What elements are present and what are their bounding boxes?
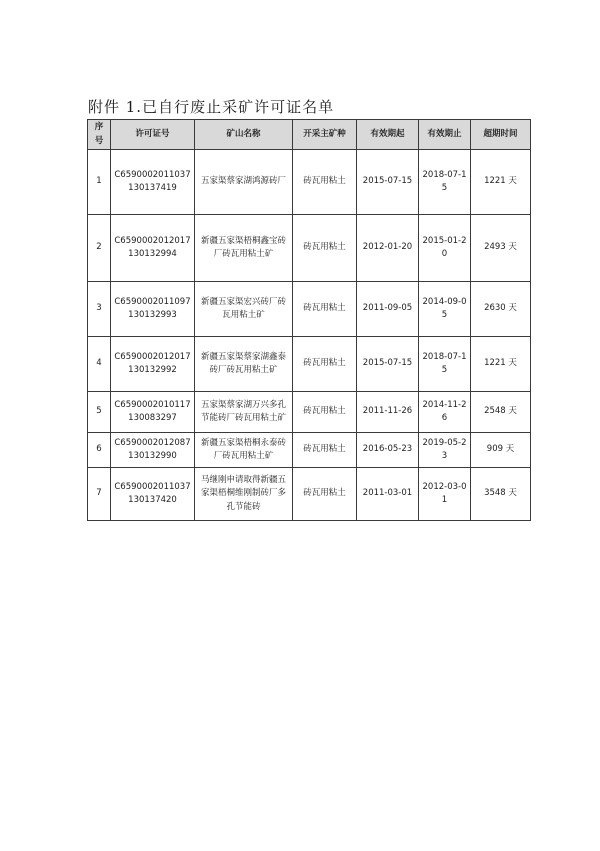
cell-valid-from: 2011-03-01 <box>357 468 419 521</box>
header-index: 序号 <box>88 120 111 150</box>
table-row <box>88 468 531 521</box>
cell-overdue: 1221 天 <box>471 150 531 215</box>
cell-valid-from: 2015-07-15 <box>357 150 419 215</box>
cell-overdue: 2493 天 <box>471 215 531 282</box>
cell-mineral: 砖瓦用粘土 <box>293 215 357 282</box>
cell-index: 3 <box>88 282 111 337</box>
header-valid-to: 有效期止 <box>419 120 471 150</box>
cell-index: 6 <box>88 433 111 468</box>
cell-mineral: 砖瓦用粘土 <box>293 433 357 468</box>
cell-valid-to: 2018-07-15 <box>419 150 471 215</box>
cell-mine-name: 五家渠蔡家湖万兴多孔节能砖厂砖瓦用粘土矿 <box>195 392 293 433</box>
cell-mine-name: 新疆五家渠梧桐鑫宝砖厂砖瓦用粘土矿 <box>195 215 293 282</box>
cell-mineral: 砖瓦用粘土 <box>293 150 357 215</box>
cell-valid-to: 2018-07-15 <box>419 337 471 392</box>
cell-overdue: 3548 天 <box>471 468 531 521</box>
cell-permit-number: C6590002012017130132992 <box>111 337 195 392</box>
cell-mine-name: 新疆五家渠宏兴砖厂砖瓦用粘土矿 <box>195 282 293 337</box>
cell-index: 2 <box>88 215 111 282</box>
cell-valid-to: 2014-09-05 <box>419 282 471 337</box>
cell-permit-number: C6590002010117130083297 <box>111 392 195 433</box>
cell-mine-name: 五家渠蔡家湖鸿源砖厂 <box>195 150 293 215</box>
cell-valid-from: 2015-07-15 <box>357 337 419 392</box>
header-permit-number: 许可证号 <box>111 120 195 150</box>
table-row <box>88 215 531 282</box>
cell-mineral: 砖瓦用粘土 <box>293 392 357 433</box>
table-row <box>88 392 531 433</box>
cell-permit-number: C6590002012087130132990 <box>111 433 195 468</box>
cell-overdue: 909 天 <box>471 433 531 468</box>
header-valid-from: 有效期起 <box>357 120 419 150</box>
cell-valid-to: 2015-01-20 <box>419 215 471 282</box>
cell-index: 5 <box>88 392 111 433</box>
cell-valid-from: 2011-11-26 <box>357 392 419 433</box>
cell-mineral: 砖瓦用粘土 <box>293 337 357 392</box>
table-row <box>88 337 531 392</box>
cell-index: 4 <box>88 337 111 392</box>
cell-permit-number: C6590002011037130137419 <box>111 150 195 215</box>
table-row <box>88 150 531 215</box>
table-row <box>88 282 531 337</box>
cell-valid-to: 2012-03-01 <box>419 468 471 521</box>
table-row <box>88 433 531 468</box>
cell-valid-to: 2019-05-23 <box>419 433 471 468</box>
cell-permit-number: C6590002011097130132993 <box>111 282 195 337</box>
cell-index: 7 <box>88 468 111 521</box>
cell-overdue: 2548 天 <box>471 392 531 433</box>
cell-overdue: 2630 天 <box>471 282 531 337</box>
revoked-permits-table <box>87 119 531 521</box>
cell-permit-number: C6590002011037130137420 <box>111 468 195 521</box>
header-overdue: 超期时间 <box>471 120 531 150</box>
cell-permit-number: C6590002012017130132994 <box>111 215 195 282</box>
header-mineral: 开采主矿种 <box>293 120 357 150</box>
cell-mine-name: 新疆五家渠梧桐永泰砖厂砖瓦用粘土矿 <box>195 433 293 468</box>
cell-mineral: 砖瓦用粘土 <box>293 282 357 337</box>
cell-valid-from: 2016-05-23 <box>357 433 419 468</box>
table-header-row <box>88 120 531 150</box>
cell-valid-from: 2012-01-20 <box>357 215 419 282</box>
cell-valid-from: 2011-09-05 <box>357 282 419 337</box>
cell-mineral: 砖瓦用粘土 <box>293 468 357 521</box>
cell-overdue: 1221 天 <box>471 337 531 392</box>
header-mine-name: 矿山名称 <box>195 120 293 150</box>
cell-mine-name: 马继刚申请取得新疆五家渠梧桐维刚制砖厂多孔节能砖 <box>195 468 293 521</box>
cell-index: 1 <box>88 150 111 215</box>
cell-mine-name: 新疆五家渠蔡家湖鑫泰砖厂砖瓦用粘土矿 <box>195 337 293 392</box>
cell-valid-to: 2014-11-26 <box>419 392 471 433</box>
document-title: 附件 1.已自行废止采矿许可证名单 <box>88 98 335 116</box>
